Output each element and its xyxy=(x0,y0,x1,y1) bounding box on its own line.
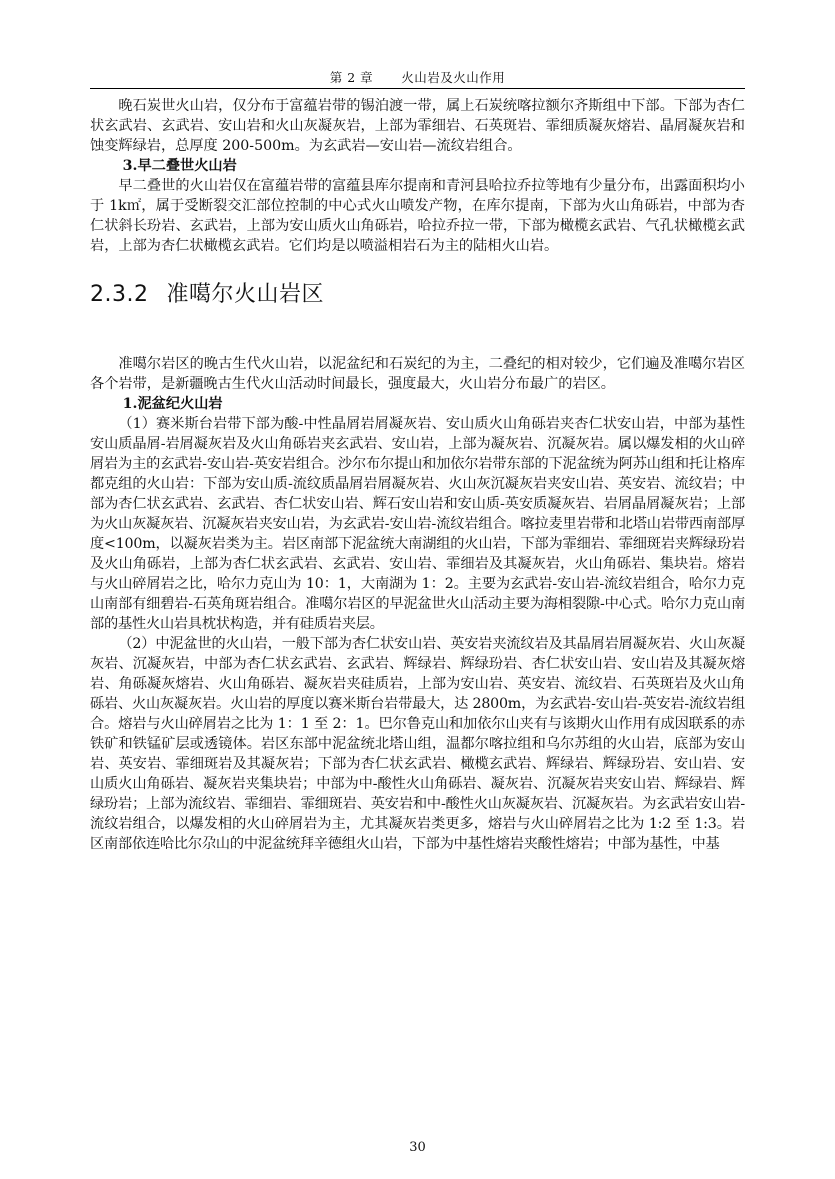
page-body xyxy=(90,96,745,854)
paragraph-junggar-intro: 准噶尔岩区的晚古生代火山岩，以泥盆纪和石炭纪的为主，二叠纪的相对较少，它们遍及准噶尔岩区各个岩带，是新疆晚古生代火山活动时间最长，强度最大，火山岩分布最广的岩区。 xyxy=(90,356,745,392)
section-heading xyxy=(90,280,745,310)
subheading-early-permian: 3.早二叠世火山岩 xyxy=(122,158,237,174)
running-header xyxy=(90,68,745,86)
subheading-devonian: 1.泥盆纪火山岩 xyxy=(122,396,223,412)
page-number: 30 xyxy=(409,1140,426,1155)
paragraph-devonian-2: （2）中泥盆世的火山岩，一般下部为杏仁状安山岩、英安岩夹流纹岩及其晶屑岩屑凝灰岩、火山灰凝灰岩、沉凝灰岩，中部为杏仁状玄武岩、玄武岩、辉绿岩、辉绿玢岩、杏仁状安山岩、安山岩及其凝灰熔岩、角砾凝灰熔岩、火山角砾岩、凝灰岩夹硅质岩，上部为安山岩、英安岩、流纹岩、石英斑岩及火山角砾岩、火山灰凝灰岩。火山岩的厚度以赛米斯台岩带最大，达 2800m，为玄武岩-安山岩-英安岩-流纹岩组合。熔岩与火山碎屑岩之比为 1：1 至 2：1。巴尔鲁克山和加依尔山夹有与该期火山作用有成因联系的赤铁矿和铁锰矿层或透镜体。岩区东部中泥盆统北塔山组，温都尔喀拉组和乌尔苏组的火山岩，底部为安山岩、英安岩、霏细斑岩及其凝灰岩；下部为杏仁状玄武岩、橄榄玄武岩、辉绿岩、辉绿玢岩、安山岩、安山质火山角砾岩、凝灰岩夹集块岩；中部为中-酸性火山角砾岩、凝灰岩、沉凝灰岩夹安山岩、辉绿岩、辉绿玢岩；上部为流纹岩、霏细岩、霏细斑岩、英安岩和中-酸性火山灰凝灰岩、沉凝灰岩。为玄武岩安山岩-流纹岩组合，以爆发相的火山碎屑岩为主，尤其凝灰岩类更多，熔岩与火山碎屑岩之比为 1:2 至 1:3。岩区南部依连哈比尔尕山的中泥盆统拜辛德组火山岩，下部为中基性熔岩夹酸性熔岩；中部为基性，中基 xyxy=(90,636,745,852)
section-title: 准噶尔火山岩区 xyxy=(166,282,324,307)
header-rule xyxy=(90,88,745,89)
chapter-label: 第 2 章 xyxy=(329,70,374,85)
paragraph-late-carboniferous: 晚石炭世火山岩，仅分布于富蕴岩带的锡泊渡一带，属上石炭统喀拉额尔齐斯组中下部。下部为杏仁状玄武岩、玄武岩、安山岩和火山灰凝灰岩，上部为霏细岩、石英斑岩、霏细质凝灰熔岩、晶屑凝灰岩和蚀变辉绿岩，总厚度 200-500m。为玄武岩—安山岩—流纹岩组合。 xyxy=(90,98,745,154)
section-number: 2.3.2 xyxy=(90,282,149,307)
chapter-title: 火山岩及火山作用 xyxy=(401,70,506,85)
paragraph-devonian-1: （1）赛米斯台岩带下部为酸-中性晶屑岩屑凝灰岩、安山质火山角砾岩夹杏仁状安山岩，中部为基性安山质晶屑-岩屑凝灰岩及火山角砾岩夹玄武岩、安山岩，上部为凝灰岩、沉凝灰岩。属以爆发相的火山碎屑岩为主的玄武岩-安山岩-英安岩组合。沙尔布尔提山和加依尔岩带东部的下泥盆统为阿苏山组和托让格库都克组的火山岩：下部为安山质-流纹质晶屑岩屑凝灰岩、火山灰沉凝灰岩夹安山岩、英安岩、流纹岩；中部为杏仁状玄武岩、玄武岩、杏仁状安山岩、辉石安山岩和安山质-英安质凝灰岩、岩屑晶屑凝灰岩；上部为火山灰凝灰岩、沉凝灰岩夹安山岩，为玄武岩-安山岩-流纹岩组合。喀拉麦里岩带和北塔山岩带西南部厚度<100m，以凝灰岩类为主。岩区南部下泥盆统大南湖组的火山岩，下部为霏细岩、霏细斑岩夹辉绿玢岩及火山角砾岩，上部为杏仁状玄武岩、玄武岩、安山岩、霏细岩及其凝灰岩，火山角砾岩、集块岩。熔岩与火山碎屑岩之比，哈尔力克山为 10：1，大南湖为 1：2。主要为玄武岩-安山岩-流纹岩组合，哈尔力克山南部有细碧岩-石英角斑岩组合。准噶尔岩区的早泥盆世火山活动主要为海相裂隙-中心式。哈尔力克山南部的基性火山岩具枕状构造，并有硅质岩夹层。 xyxy=(90,416,745,632)
paragraph-early-permian: 早二叠世的火山岩仅在富蕴岩带的富蕴县库尔提南和青河县哈拉乔拉等地有少量分布，出露面积均小于 1k㎡，属于受断裂交汇部位控制的中心式火山喷发产物，在库尔提南，下部为火山角砾岩，中部为杏仁状斜长玢岩、玄武岩，上部为安山质火山角砾岩，哈拉乔拉一带，下部为橄榄玄武岩、气孔状橄榄玄武岩，上部为杏仁状橄榄玄武岩。它们均是以喷溢相岩石为主的陆相火山岩。 xyxy=(90,178,745,254)
